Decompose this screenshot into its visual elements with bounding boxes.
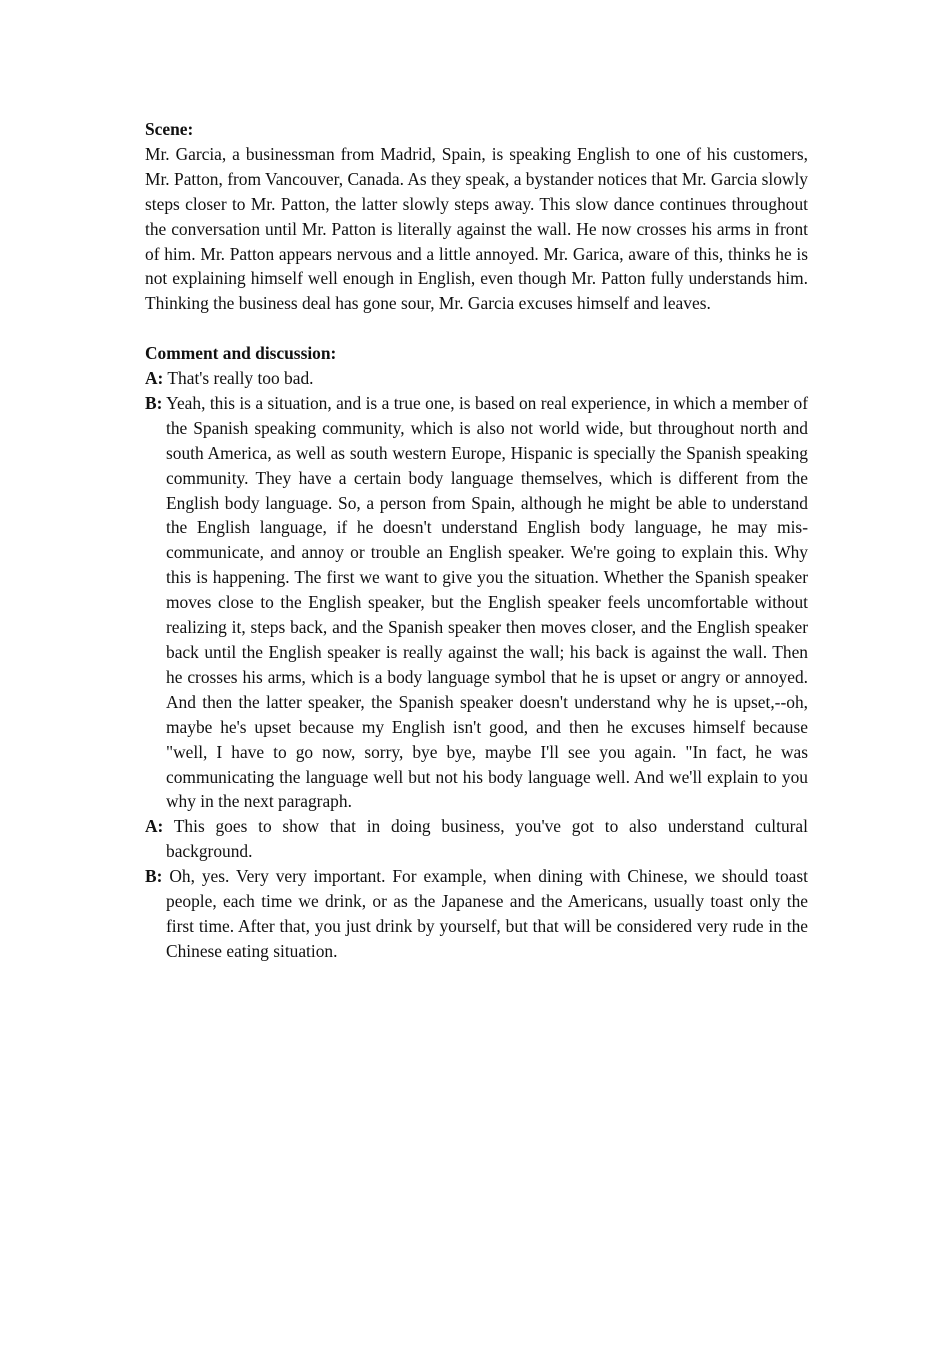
- dialogue-text: This goes to show that in doing business, you've got to also understand cultural background.: [166, 816, 808, 862]
- speaker-label: A:: [145, 368, 164, 389]
- speaker-label: B:: [145, 392, 163, 413]
- dialogue-text: Yeah, this is a situation, and is a true one, is based on real experience, in which a member of the Spanish speaking community, which is also not world wide, but throughout north and south America, as well as south western Europe, Hispanic is specially the Spanish speaking community. They have a certain body language themselves, which is different from the English body language. So, a person from Spain, although he might be able to understand the English language, if he doesn't understand English body language, he may mis-communicate, and annoy or trouble an English speaker. We're going to explain this. Why this is happening. The first we want to give you the situation. Whether the Spanish speaker moves close to the English speaker, but the English speaker feels uncomfortable without realizing it, steps back, and the Spanish speaker then moves closer, and the English speaker back until the English speaker is really against the wall; his back is against the wall. Then he crosses his arms, which is a body language symbol that he is upset or angry or annoyed. And then the latter speaker, the Spanish speaker doesn't understand why he is upset,--oh, maybe he's upset because my English isn't good, and then he excuses himself because "well, I have to go now, sorry, bye bye, maybe I'll see you again. "In fact, he was communicating the language well but not his body language well. And we'll explain to you why in the next paragraph.: [166, 392, 808, 812]
- scene-heading: Scene:: [145, 119, 194, 139]
- section-gap: [145, 316, 808, 341]
- dialogue-turn: [145, 814, 808, 864]
- speaker-label: B:: [145, 866, 163, 887]
- dialogue-text: That's really too bad.: [167, 368, 314, 389]
- dialogue-turn: [145, 366, 808, 391]
- dialogue-turn: [145, 864, 808, 964]
- discussion-heading: Comment and discussion:: [145, 343, 337, 364]
- speaker-label: A:: [145, 816, 164, 837]
- scene-text: Mr. Garcia, a businessman from Madrid, Spain, is speaking English to one of his customers, Mr. Patton, from Vancouver, Canada. As they speak, a bystander notices that Mr. Garcia slowly steps closer to Mr. Patton, the latter slowly steps away. This slow dance continues throughout the conversation until Mr. Patton is literally against the wall. He now crosses his arms in front of him. Mr. Patton appears nervous and a little annoyed. Mr. Garica, aware of this, thinks he is not explaining himself well enough in English, even though Mr. Patton fully understands him. Thinking the business deal has gone sour, Mr. Garcia excuses himself and leaves.: [145, 143, 808, 314]
- dialogue-turn: [145, 391, 808, 814]
- document-page: [145, 117, 808, 964]
- dialogue-text: Oh, yes. Very very important. For example, when dining with Chinese, we should toast people, each time we drink, or as the Japanese and the Americans, usually toast only the first time. After that, you just drink by yourself, but that will be considered very rude in the Chinese eating situation.: [166, 866, 808, 961]
